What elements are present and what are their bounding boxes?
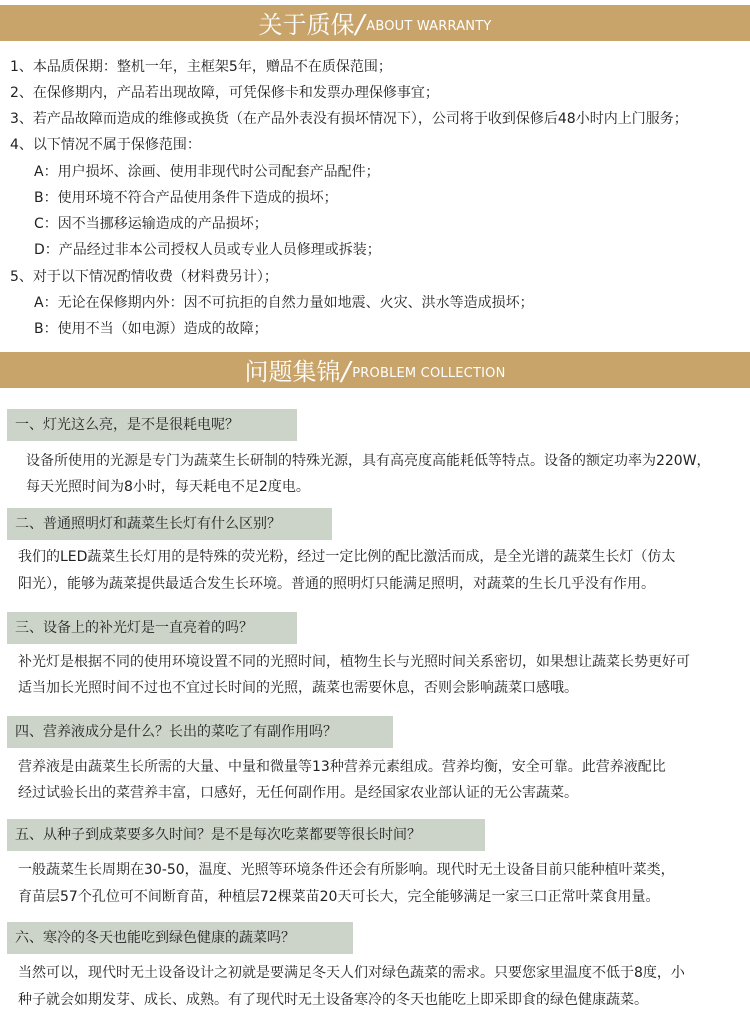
warranty-line: C：因不当挪移运输造成的产品损坏；: [34, 216, 268, 232]
faq-question: 五、从种子到成菜要多久时间？是不是每次吃菜都要等很长时间？: [7, 819, 485, 851]
faq-answer-line: 每天光照时间为8小时，每天耗电不足2度电。: [26, 479, 310, 495]
faq-question: 二、普通照明灯和蔬菜生长灯有什么区别？: [7, 508, 332, 540]
warranty-line: 3、若产品故障而造成的维修或换货（在产品外表没有损坏情况下），公司将于收到保修后48小时内上门服务；: [10, 111, 688, 127]
faq-question: 四、营养液成分是什么？长出的菜吃了有副作用吗？: [7, 716, 393, 748]
faq-answer-line: 当然可以，现代时无土设备设计之初就是要满足冬天人们对绿色蔬菜的需求。只要您家里温度不低于8度，小: [18, 965, 685, 981]
faq-answer-line: 我们的LED蔬菜生长灯用的是特殊的荧光粉，经过一定比例的配比激活而成，是全光谱的蔬菜生长灯（仿太: [18, 549, 676, 565]
faq-answer-line: 设备所使用的光源是专门为蔬菜生长研制的特殊光源，具有高亮度高能耗低等特点。设备的额定功率为220W，: [26, 453, 711, 469]
title-slash: /: [341, 357, 351, 387]
warranty-line: A：用户损坏、涂画、使用非现代时公司配套产品配件；: [34, 164, 380, 180]
warranty-header: [0, 5, 750, 41]
title-slash: /: [355, 10, 365, 40]
faq-header: [0, 352, 750, 388]
warranty-title: 关于质保: [258, 11, 355, 39]
faq-answer-line: 营养液是由蔬菜生长所需的大量、中量和微量等13种营养元素组成。营养均衡，安全可靠。此营养液配比: [18, 759, 666, 775]
faq-answer-line: 一般蔬菜生长周期在30-50，温度、光照等环境条件还会有所影响。现代时无土设备目前只能种植叶菜类，: [18, 862, 675, 878]
warranty-line: B：使用不当（如电源）造成的故障；: [34, 321, 268, 337]
faq-answer-line: 阳光），能够为蔬菜提供最适合发生长环境。普通的照明灯只能满足照明，对蔬菜的生长几乎没有作用。: [18, 576, 655, 592]
faq-answer-line: 补光灯是根据不同的使用环境设置不同的光照时间，植物生长与光照时间关系密切，如果想让蔬菜长势更好可: [18, 654, 690, 670]
faq-question: 一、灯光这么亮，是不是很耗电呢？: [7, 409, 297, 441]
faq-question: 三、设备上的补光灯是一直亮着的吗？: [7, 612, 297, 644]
warranty-line: 1、本品质保期：整机一年，主框架5年，赠品不在质保范围；: [10, 59, 392, 75]
warranty-subtitle: ABOUT WARRANTY: [366, 19, 492, 34]
warranty-line: 2、在保修期内，产品若出现故障，可凭保修卡和发票办理保修事宜；: [10, 85, 439, 101]
faq-title: 问题集锦: [244, 358, 341, 386]
faq-answer-line: 经过试验长出的菜营养丰富，口感好，无任何副作用。是经国家农业部认证的无公害蔬菜。: [18, 785, 578, 801]
faq-answer-line: 适当加长光照时间不过也不宜过长时间的光照，蔬菜也需要休息，否则会影响蔬菜口感哦。: [18, 680, 578, 696]
faq-answer-line: 育苗层57个孔位可不间断育苗，种植层72棵菜苗20天可长大，完全能够满足一家三口正常叶菜食用量。: [18, 889, 660, 905]
faq-subtitle: PROBLEM COLLECTION: [352, 366, 506, 381]
faq-answer-line: 种子就会如期发芽、成长、成熟。有了现代时无土设备寒冷的冬天也能吃上即采即食的绿色健康蔬菜。: [18, 992, 648, 1008]
warranty-line: A：无论在保修期内外：因不可抗拒的自然力量如地震、火灾、洪水等造成损坏；: [34, 295, 534, 311]
warranty-line: D：产品经过非本公司授权人员或专业人员修理或拆装；: [34, 242, 381, 258]
warranty-line: B：使用环境不符合产品使用条件下造成的损坏；: [34, 190, 338, 206]
warranty-line: 4、以下情况不属于保修范围：: [10, 137, 201, 153]
faq-question: 六、寒冷的冬天也能吃到绿色健康的蔬菜吗？: [7, 922, 353, 954]
warranty-line: 5、对于以下情况酌情收费（材料费另计）；: [10, 269, 278, 285]
